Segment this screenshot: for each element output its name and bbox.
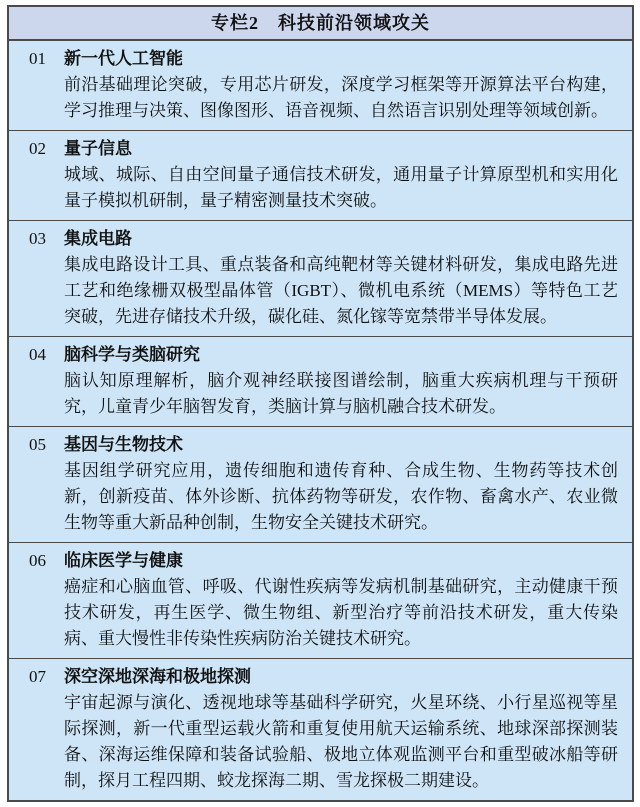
item-number: 01	[29, 49, 46, 68]
item-title: 基因与生物技术	[64, 435, 183, 454]
item-body: 城域、城际、自由空间量子通信技术研发，通用量子计算原型机和实用化量子模拟机研制，量子精密测量技术突破。	[64, 165, 618, 210]
section-list	[9, 41, 632, 800]
item-body: 癌症和心脑血管、呼吸、代谢性疾病等发病机制基础研究，主动健康干预技术研发，再生医学、微生物组、新型治疗等前沿技术研发，重大传染病、重大慢性非传染性疾病防治关键技术研究。	[64, 577, 618, 648]
item-title: 集成电路	[64, 229, 132, 248]
item-number: 05	[29, 435, 46, 454]
item-title: 新一代人工智能	[64, 49, 183, 68]
table-row	[9, 220, 632, 336]
item-title: 临床医学与健康	[64, 551, 183, 570]
table-row	[9, 426, 632, 542]
table-row	[9, 542, 632, 658]
item-title: 量子信息	[64, 139, 132, 158]
table-row	[9, 130, 632, 220]
item-number: 04	[29, 345, 46, 364]
item-body: 集成电路设计工具、重点装备和高纯靶材等关键材料研发，集成电路先进工艺和绝缘栅双极型晶体管（IGBT）、微机电系统（MEMS）等特色工艺突破，先进存储技术升级，碳化硅、氮化镓等宽禁带半导体发展。	[64, 255, 618, 326]
item-body: 基因组学研究应用，遗传细胞和遗传育种、合成生物、生物药等技术创新，创新疫苗、体外诊断、抗体药物等研发，农作物、畜禽水产、农业微生物等重大新品种创制，生物安全关键技术研究。	[64, 461, 618, 532]
item-title: 脑科学与类脑研究	[64, 345, 200, 364]
panel-title: 专栏2 科技前沿领域攻关	[9, 7, 632, 41]
table-row	[9, 658, 632, 800]
item-number: 06	[29, 551, 46, 570]
item-number: 07	[29, 667, 46, 686]
item-number: 03	[29, 229, 46, 248]
item-body: 脑认知原理解析，脑介观神经联接图谱绘制，脑重大疾病机理与干预研究，儿童青少年脑智发育，类脑计算与脑机融合技术研发。	[64, 371, 618, 416]
item-body: 宇宙起源与演化、透视地球等基础科学研究，火星环绕、小行星巡视等星际探测，新一代重型运载火箭和重复使用航天运输系统、地球深部探测装备、深海运维保障和装备试验船、极地立体观监测平台和重型破冰船等研制，探月工程四期、蛟龙探海二期、雪龙探极二期建设。	[64, 693, 618, 790]
table-row	[9, 336, 632, 426]
item-body: 前沿基础理论突破，专用芯片研发，深度学习框架等开源算法平台构建，学习推理与决策、图像图形、语音视频、自然语言识别处理等领域创新。	[64, 75, 618, 120]
table-row	[9, 41, 632, 130]
item-title: 深空深地深海和极地探测	[64, 667, 251, 686]
feature-box	[7, 5, 634, 802]
item-number: 02	[29, 139, 46, 158]
